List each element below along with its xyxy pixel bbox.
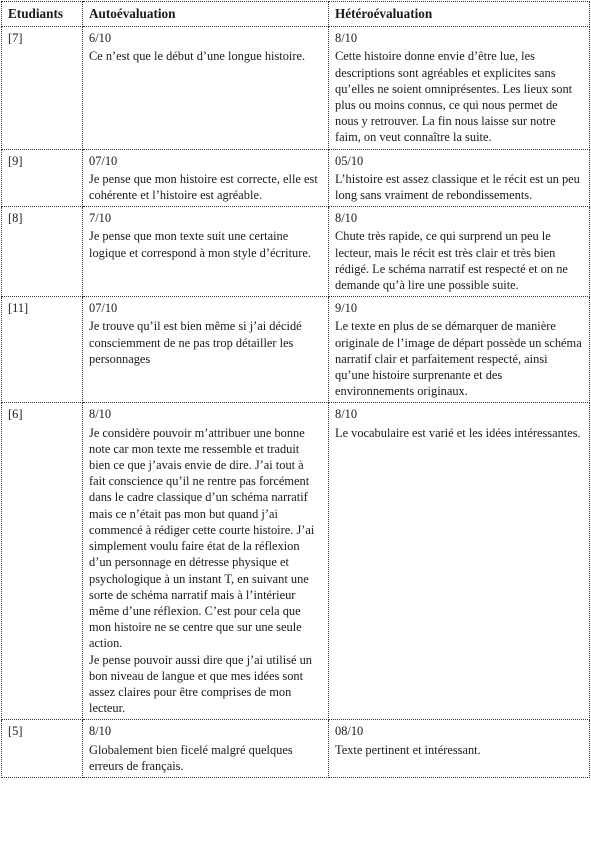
self-score: 6/10 <box>89 31 112 46</box>
peer-evaluation-cell <box>329 297 590 403</box>
table-row <box>2 297 590 403</box>
peer-evaluation-cell <box>329 720 590 778</box>
self-comment: Je pense pouvoir aussi dire que j’ai utilisé un bon niveau de langue et que mes idées sont assez claires pour être comprises de mon lecteur. <box>89 652 312 716</box>
student-id: [5] <box>2 720 83 778</box>
peer-evaluation-cell <box>329 27 590 149</box>
self-score: 07/10 <box>89 153 118 168</box>
peer-comment: Le vocabulaire est varié et les idées intéressantes. <box>335 425 581 440</box>
self-comment: Globalement bien ficelé malgré quelques erreurs de français. <box>89 742 293 773</box>
table-row <box>2 149 590 207</box>
evaluation-table <box>1 1 590 778</box>
self-evaluation-cell <box>83 720 329 778</box>
peer-score: 8/10 <box>335 407 358 422</box>
self-score: 8/10 <box>89 724 112 739</box>
peer-evaluation-cell <box>329 149 590 207</box>
self-evaluation-cell <box>83 149 329 207</box>
peer-comment: Le texte en plus de se démarquer de manière originale de l’image de départ possède un schéma narratif clair et parfaitement respecté, ainsi qu’une histoire surprenante et des environnements originaux. <box>335 319 582 399</box>
peer-evaluation-cell <box>329 207 590 297</box>
header-self-evaluation: Autoévaluation <box>83 2 329 27</box>
self-comment: Je pense que mon texte suit une certaine logique et correspond à mon style d’écriture. <box>89 229 311 260</box>
student-id: [8] <box>2 207 83 297</box>
self-comment: Je trouve qu’il est bien même si j’ai décidé consciemment de ne pas trop détailler les personnages <box>89 319 302 366</box>
table-body <box>2 27 590 778</box>
self-score: 8/10 <box>89 407 112 422</box>
peer-comment: Cette histoire donne envie d’être lue, les descriptions sont agréables et explicites sans qu’elles ne soient omniprésentes. Les lieux sont plus ou moins connus, ce qui nous permet de nous y retrouver. La fin nous laisse sur notre faim, on veut connaître la suite. <box>335 49 573 145</box>
header-row <box>2 2 590 27</box>
header-students: Etudiants <box>2 2 83 27</box>
peer-comment: L’histoire est assez classique et le récit est un peu long sans vraiment de rebondissements. <box>335 171 580 203</box>
peer-score: 8/10 <box>335 31 358 46</box>
self-comment: Je pense que mon histoire est correcte, elle est cohérente et l’histoire est agréable. <box>89 171 318 203</box>
peer-score: 9/10 <box>335 301 358 316</box>
self-evaluation-cell <box>83 297 329 403</box>
table-row <box>2 207 590 297</box>
student-id: [6] <box>2 403 83 720</box>
self-evaluation-cell <box>83 27 329 149</box>
peer-comment: Chute très rapide, ce qui surprend un peu le lecteur, mais le récit est très clair et très bien rédigé. Le schéma narratif est respecté et on ne demande qu’à lire une possible suite. <box>335 229 568 293</box>
student-id: [11] <box>2 297 83 403</box>
table-row <box>2 27 590 149</box>
peer-evaluation-cell <box>329 403 590 720</box>
peer-score: 05/10 <box>335 153 364 168</box>
peer-score: 8/10 <box>335 211 358 226</box>
self-score: 7/10 <box>89 211 112 226</box>
peer-score: 08/10 <box>335 724 364 739</box>
header-peer-evaluation: Hétéroévaluation <box>329 2 590 27</box>
self-evaluation-cell <box>83 207 329 297</box>
student-id: [7] <box>2 27 83 149</box>
student-id: [9] <box>2 149 83 207</box>
self-evaluation-cell <box>83 403 329 720</box>
table-row <box>2 403 590 720</box>
self-comment: Je considère pouvoir m’attribuer une bonne note car mon texte me ressemble et traduit bien ce que j’avais envie de dire. J’ai tout à fait conscience qu’il ne rentre pas forcément dans le cadre classique d’un schéma narratif mais ce n’était pas mon but quand j’ai commencé à rédiger cette courte histoire. J’ai simplement voulu faire état de la réflexion d’un personnage en détresse physique et psychologique à un instant T, en suivant une sorte de schéma narratif mais à l’intérieur même d’une réflexion. C’est pour cela que mon histoire ne se centre que sur une seule action. <box>89 425 315 651</box>
table-row <box>2 720 590 778</box>
self-comment: Ce n’est que le début d’une longue histoire. <box>89 49 306 64</box>
peer-comment: Texte pertinent et intéressant. <box>335 742 481 757</box>
self-score: 07/10 <box>89 301 118 316</box>
